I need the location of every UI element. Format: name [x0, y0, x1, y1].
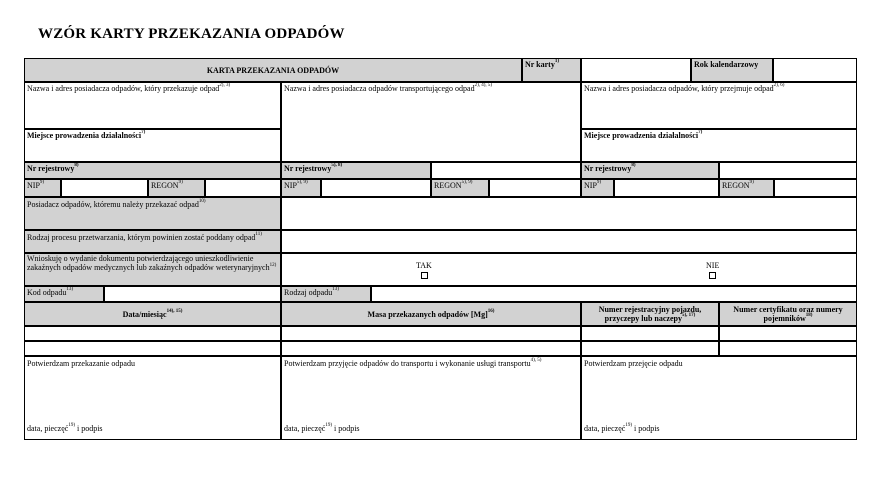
- document-title: WZÓR KARTY PRZEKAZANIA ODPADÓW: [38, 26, 345, 42]
- transporter-reg-field[interactable]: [431, 162, 581, 179]
- receiver-name-field[interactable]: [581, 82, 857, 129]
- card-number-field[interactable]: [581, 58, 691, 82]
- confirm-handover-text: Potwierdzam przekazanie odpadu: [27, 359, 135, 368]
- confirm-receipt-text: Potwierdzam przejęcie odpadu: [584, 359, 683, 368]
- tak-checkbox[interactable]: [421, 272, 428, 279]
- table-row-2-vehicle[interactable]: [581, 341, 719, 356]
- transporter-nip-label: [281, 179, 321, 197]
- table-row-1-vehicle[interactable]: [581, 326, 719, 341]
- transporter-name-sup: 2), 4), 5): [474, 83, 493, 88]
- waste-type-sup: 13): [332, 287, 339, 292]
- process-field[interactable]: [281, 230, 857, 253]
- confirm-handover-cell[interactable]: [24, 356, 281, 440]
- request-text: Wnioskuję o wydanie dokumentu potwierdzającego unieszkodliwienie zakaźnych odpadów medycznych lub zakaźnych odpadów weterynaryjnych: [27, 254, 270, 272]
- cert-column-text: Numer certyfikatu oraz numery pojemników: [733, 305, 843, 323]
- receiver-regon-sup: 9): [749, 180, 754, 185]
- transporter-reg-sup: 5), 8): [331, 163, 343, 168]
- card-number-label-cell: [522, 58, 581, 82]
- table-row-2-date[interactable]: [24, 341, 281, 356]
- holder-place-field[interactable]: [24, 129, 281, 162]
- holder-reg-label: [24, 162, 281, 179]
- request-sup: 12): [269, 262, 277, 268]
- receiver-name-label: Nazwa i adres posiadacza odpadów, który przejmuje odpad: [584, 84, 774, 93]
- table-row-1-cert[interactable]: [719, 326, 857, 341]
- request-label: [24, 253, 281, 286]
- table-row-2-cert[interactable]: [719, 341, 857, 356]
- transporter-regon-label: [431, 179, 489, 197]
- date-column-header: [24, 302, 281, 326]
- vehicle-column-sup: 5), 17): [681, 313, 696, 318]
- handover-signature-line: [27, 424, 103, 433]
- receiver-nip-text: NIP: [584, 181, 597, 190]
- holder-to-text: Posiadacz odpadów, któremu należy przekazać odpad: [27, 200, 199, 209]
- waste-transfer-card-form: [24, 58, 857, 440]
- handover-sign-b: i podpis: [74, 424, 103, 433]
- waste-code-field[interactable]: [104, 286, 281, 302]
- receiver-nip-sup: 9): [596, 180, 602, 185]
- receiver-regon-field[interactable]: [774, 179, 857, 197]
- handover-sign-sup: 19): [68, 423, 75, 428]
- tak-label: TAK: [416, 261, 432, 270]
- year-label-cell: [691, 58, 773, 82]
- transporter-nip-field[interactable]: [321, 179, 431, 197]
- process-label: [24, 230, 281, 253]
- date-column-text: Data/miesiąc: [122, 309, 167, 319]
- receiver-reg-field[interactable]: [719, 162, 857, 179]
- receipt-sign-a: data, pieczęć: [584, 424, 626, 433]
- holder-regon-label: [148, 179, 205, 197]
- holder-regon-field[interactable]: [205, 179, 281, 197]
- card-title: KARTA PRZEKAZANIA ODPADÓW: [206, 65, 340, 75]
- cert-column-sup: 18): [805, 313, 813, 318]
- process-text: Rodzaj procesu przetwarzania, którym powinien zostać poddany odpad: [27, 233, 256, 242]
- handover-sign-a: data, pieczęć: [27, 424, 69, 433]
- table-row-1-mass[interactable]: [281, 326, 581, 341]
- holder-reg-sup: 8): [74, 163, 79, 168]
- receiver-nip-label: [581, 179, 614, 197]
- waste-type-field[interactable]: [371, 286, 857, 302]
- receipt-signature-line: [584, 424, 660, 433]
- transport-signature-line: [284, 424, 360, 433]
- waste-type-text: Rodzaj odpadu: [284, 288, 333, 297]
- holder-regon-text: REGON: [151, 181, 179, 190]
- date-column-sup: 14), 15): [166, 308, 183, 314]
- confirm-receipt-cell[interactable]: [581, 356, 857, 440]
- holder-regon-sup: 9): [178, 180, 183, 185]
- year-label: Rok kalendarzowy: [694, 60, 759, 69]
- transporter-regon-field[interactable]: [489, 179, 581, 197]
- nie-label: NIE: [706, 261, 720, 270]
- transporter-regon-sup: 5), 9): [461, 180, 473, 185]
- receipt-sign-b: i podpis: [631, 424, 660, 433]
- receipt-sign-sup: 19): [625, 423, 632, 428]
- vehicle-column-text: Numer rejestracyjny pojazdu, przyczepy lub naczepy: [598, 305, 702, 323]
- holder-name-field[interactable]: [24, 82, 281, 129]
- transporter-regon-text: REGON: [434, 181, 462, 190]
- request-options-cell: [281, 253, 857, 286]
- confirm-transport-cell[interactable]: [281, 356, 581, 440]
- transporter-name-field[interactable]: [281, 82, 581, 162]
- holder-nip-field[interactable]: [61, 179, 148, 197]
- receiver-place-label: Miejsce prowadzenia działalności: [584, 131, 699, 140]
- mass-column-text: Masa przekazanych odpadów [Mg]: [367, 309, 488, 319]
- waste-code-label: [24, 286, 104, 302]
- receiver-nip-field[interactable]: [614, 179, 719, 197]
- holder-to-sup: 10): [198, 199, 206, 204]
- receiver-reg-label: [581, 162, 719, 179]
- transport-sign-a: data, pieczęć: [284, 424, 326, 433]
- waste-code-sup: 13): [66, 287, 73, 292]
- receiver-place-sup: 7): [698, 130, 703, 135]
- receiver-name-sup: 2), 6): [773, 83, 785, 88]
- transporter-reg-text: Nr rejestrowy: [284, 164, 332, 173]
- mass-column-header: [281, 302, 581, 326]
- table-row-1-date[interactable]: [24, 326, 281, 341]
- receiver-reg-sup: 8): [631, 163, 636, 168]
- process-sup: 11): [255, 232, 262, 237]
- receiver-regon-label: [719, 179, 774, 197]
- confirm-transport-text: Potwierdzam przyjęcie odpadów do transportu i wykonanie usługi transportu: [284, 359, 531, 368]
- holder-to-field[interactable]: [281, 197, 857, 230]
- cert-column-header: [719, 302, 857, 326]
- transport-sign-sup: 19): [325, 423, 332, 428]
- mass-column-sup: 16): [487, 308, 495, 314]
- holder-place-sup: 7): [141, 130, 146, 135]
- waste-code-text: Kod odpadu: [27, 288, 67, 297]
- nie-checkbox[interactable]: [709, 272, 716, 279]
- holder-name-label: Nazwa i adres posiadacza odpadów, który przekazuje odpad: [27, 84, 220, 93]
- card-title-cell: [24, 58, 522, 82]
- transporter-nip-text: NIP: [284, 181, 297, 190]
- holder-nip-text: NIP: [27, 181, 40, 190]
- holder-place-label: Miejsce prowadzenia działalności: [27, 131, 142, 140]
- receiver-place-field[interactable]: [581, 129, 857, 162]
- transporter-reg-label: [281, 162, 431, 179]
- waste-type-label: [281, 286, 371, 302]
- holder-nip-sup: 9): [39, 180, 45, 185]
- holder-nip-label: [24, 179, 61, 197]
- card-number-label: Nr karty: [525, 60, 555, 69]
- holder-name-sup: 2), 3): [219, 83, 231, 88]
- card-number-sup: 1): [554, 59, 560, 64]
- holder-to-label: [24, 197, 281, 230]
- transporter-name-label: Nazwa i adres posiadacza odpadów transportującego odpad: [284, 84, 475, 93]
- receiver-regon-text: REGON: [722, 181, 750, 190]
- transporter-nip-sup: 5), 9): [296, 180, 308, 185]
- vehicle-column-header: [581, 302, 719, 326]
- receiver-reg-text: Nr rejestrowy: [584, 164, 632, 173]
- holder-reg-text: Nr rejestrowy: [27, 164, 75, 173]
- table-row-2-mass[interactable]: [281, 341, 581, 356]
- confirm-transport-sup: 4), 5): [530, 358, 542, 363]
- transport-sign-b: i podpis: [331, 424, 360, 433]
- year-field[interactable]: [773, 58, 857, 82]
